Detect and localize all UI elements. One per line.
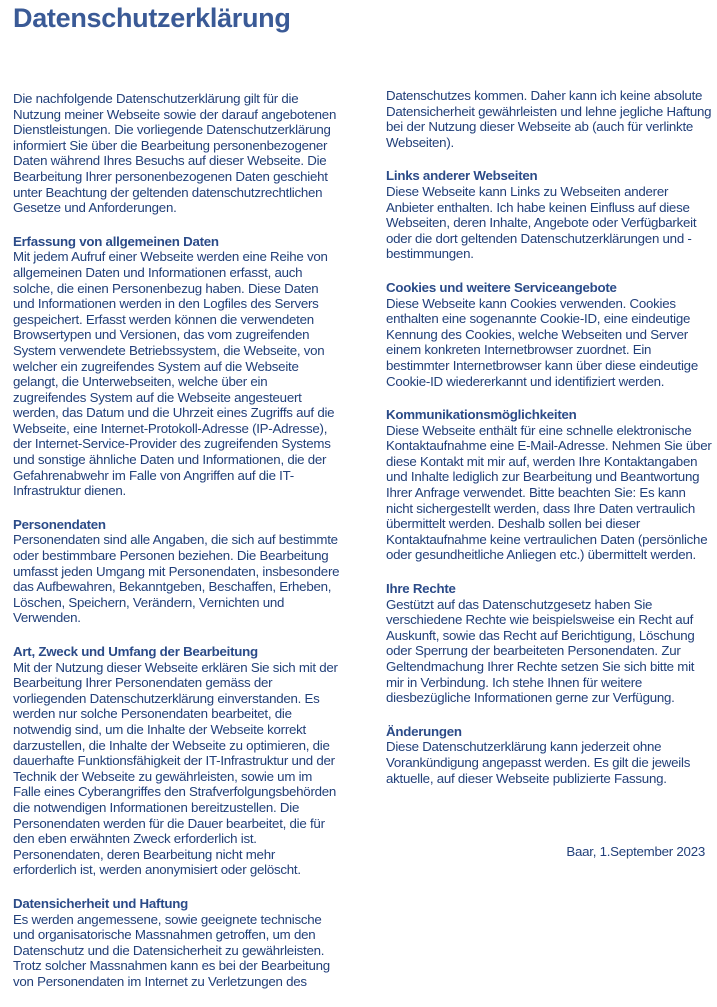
section-cookies — [386, 280, 713, 389]
section-rechte — [386, 581, 713, 706]
section-heading: Personendaten — [13, 516, 106, 532]
section-heading: Ihre Rechte — [386, 581, 456, 597]
left-column — [13, 91, 341, 1007]
right-column — [386, 88, 713, 804]
section-body: Gestützt auf das Datenschutzgesetz haben Sie verschiedene Rechte wie beispielsweise ein Recht auf Auskunft, sowie das Recht auf Berichtigung, Löschung oder Sperrung der bearbeiteten Personendaten. Zur Geltendmachung Ihrer Rechte setzen Sie sich bitte mit mir in Verbindung. Ich stehe Ihnen für weitere diesbezügliche Informationen gerne zur Verfügung. — [386, 596, 695, 706]
section-heading: Datensicherheit und Haftung — [13, 895, 188, 911]
section-heading: Änderungen — [386, 723, 462, 739]
continuation-section — [386, 88, 713, 150]
section-heading: Art, Zweck und Umfang der Bearbeitung — [13, 644, 258, 659]
section-erfassung — [13, 234, 341, 499]
section-heading: Erfassung von allgemeinen Daten — [13, 233, 219, 249]
section-personendaten — [13, 517, 341, 626]
section-heading: Kommunikationsmöglichkeiten — [386, 407, 577, 423]
section-body: Diese Webseite enthält für eine schnelle elektronische Kontaktaufnahme eine E-Mail-Adresse. Nehmen Sie über diese Kontakt mit mir auf, werden Ihre Kontaktangaben und Inhalte lediglich zur Bearbeitung und Beantwortung Ihrer Anfrage verwendet. Bitte beachten Sie: Es kann nicht sichergestellt werden, dass Ihre Daten vertraulich übermittelt werden. Deshalb sollen bei dieser Kontaktaufnahme keine vertraulichen Daten (persönliche oder gesundheitliche Anliegen etc.) übermittelt werden. — [386, 422, 712, 563]
intro-text: Die nachfolgende Datenschutzerklärung gilt für die Nutzung meiner Webseite sowie der darauf angebotenen Dienstleistungen. Die vorliegende Datenschutzerklärung informiert Sie über die Bearbeitung personenbezogener Daten während Ihres Besuchs auf dieser Webseite. Die Bearbeitung Ihrer personenbezogenen Daten geschieht unter Beachtung der geltenden datenschutzrechtlichen Gesetze und Anforderungen. — [13, 91, 337, 216]
continuation-text: Datenschutzes kommen. Daher kann ich keine absolute Datensicherheit gewährleisten und lehne jegliche Haftung bei der Nutzung dieser Webseite ab (auch für verlinkte Webseiten). — [386, 88, 712, 150]
section-art-zweck — [13, 644, 341, 878]
section-body: Mit der Nutzung dieser Webseite erklären Sie sich mit der Bearbeitung Ihrer Personendaten gemäss der vorliegenden Datenschutzerklärung einverstanden. Es werden nur solche Personendaten bearbeitet, die notwendig sind, um die Inhalte der Webseite korrekt darzustellen, die Inhalte der Webseite zu optimieren, die dauerhafte Funktionsfähigkeit der IT-Infrastruktur und der Technik der Webseite zu gewährleisten, sowie um im Falle eines Cyberangriffes den Strafverfolgungsbehörden die notwendigen Informationen bereitzustellen. Die Personendaten werden für die Dauer bearbeitet, die für den eben erwähnten Zweck erforderlich ist. Personendaten, deren Bearbeitung nicht mehr erforderlich ist, werden anonymisiert oder gelöscht. — [13, 659, 338, 878]
page-title: Datenschutzerklärung — [13, 3, 291, 33]
intro-section — [13, 91, 341, 216]
section-body: Diese Datenschutzerklärung kann jederzeit ohne Vorankündigung angepasst werden. Es gilt die jeweils aktuelle, auf dieser Webseite publizierte Fassung. — [386, 739, 691, 786]
section-body: Diese Webseite kann Links zu Webseiten anderer Anbieter enthalten. Ich habe keinen Einfluss auf diese Webseiten, deren Inhalte, Angebote oder Verfügbarkeit oder die dort geltenden Datenschutzerklärungen und -bestimmungen. — [386, 183, 697, 262]
section-body: Personendaten sind alle Angaben, die sich auf bestimmte oder bestimmbare Personen beziehen. Die Bearbeitung umfasst jeden Umgang mit Personendaten, insbesondere das Aufbewahren, Bekanntgeben, Beschaffen, Erheben, Löschen, Speichern, Verändern, Vernichten und Verwenden. — [13, 532, 340, 626]
section-kommunikation — [386, 407, 713, 563]
section-aenderungen — [386, 724, 713, 786]
section-body: Diese Webseite kann Cookies verwenden. Cookies enthalten eine sogenannte Cookie-ID, eine eindeutige Kennung des Cookies, welche Webseiten und Server einem konkreten Internetbrowser zuordnet. Ein bestimmter Internetbrowser kann über diese eindeutige Cookie-ID wiedererkannt und identifiziert werden. — [386, 295, 698, 389]
section-heading: Links anderer Webseiten — [386, 168, 538, 184]
section-links — [386, 168, 713, 262]
signature-date: Baar, 1.September 2023 — [566, 844, 705, 859]
section-body: Es werden angemessene, sowie geeignete technische und organisatorische Massnahmen getroffen, um den Datenschutz und die Datensicherheit zu gewährleisten. Trotz solcher Massnahmen kann es bei der Bearbeitung von Personendaten im Internet zu Verletzungen des — [13, 911, 330, 989]
section-heading: Cookies und weitere Serviceangebote — [386, 279, 617, 295]
section-body: Mit jedem Aufruf einer Webseite werden eine Reihe von allgemeinen Daten und Informationen erfasst, auch solche, die einen Personenbezug haben. Diese Daten und Informationen werden in den Logfiles des Servers gespeichert. Erfasst werden können die verwendeten Browsertypen und Versionen, das vom zugreifenden System verwendete Betriebssystem, die Webseite, von welcher ein zugreifendes System auf die Webseite gelangt, die Unterwebseiten, welche über ein zugreifendes System auf die Webseite angesteuert werden, das Datum und die Uhrzeit eines Zugriffs auf die Webseite, eine Internet-Protokoll-Adresse (IP-Adresse), der Internet-Service-Provider des zugreifenden Systems und sonstige ähnliche Daten und Informationen, die der Gefahrenabwehr im Falle von Angriffen auf die IT-Infrastruktur dienen. — [13, 249, 335, 499]
section-datensicherheit — [13, 896, 341, 990]
